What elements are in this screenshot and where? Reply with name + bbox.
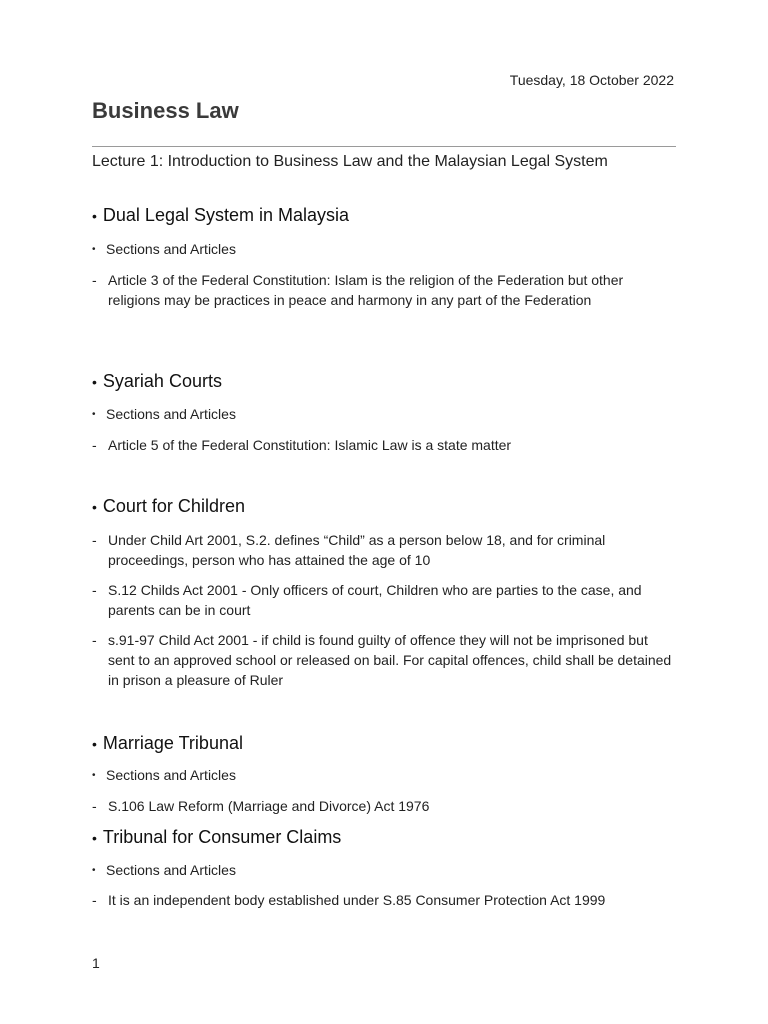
list-item <box>92 580 676 620</box>
subheading-sections-and-articles <box>92 241 236 257</box>
subheading-label: Sections and Articles <box>106 241 236 257</box>
dash-icon: - <box>92 582 97 598</box>
list-item-text: Article 5 of the Federal Constitution: Islamic Law is a state matter <box>108 437 512 453</box>
dash-icon: - <box>92 892 97 908</box>
list-item-text: Article 3 of the Federal Constitution: Islam is the religion of the Federation but other religions may be practices in peace and harmony in any part of the Federation <box>108 272 624 308</box>
list-item-text: s.91-97 Child Act 2001 - if child is found guilty of offence they will not be imprisoned but sent to an approved school or released on bail. For capital offences, child shall be detained in prison a pleasure of Ruler <box>108 632 672 688</box>
list-item <box>92 435 676 455</box>
list-item <box>92 630 676 690</box>
list-item-text: Under Child Art 2001, S.2. defines “Child” as a person below 18, and for criminal proceedings, person who has attained the age of 10 <box>108 532 606 568</box>
list-item <box>92 530 676 570</box>
dash-icon: - <box>92 272 97 288</box>
bullet-icon: • <box>92 373 97 390</box>
bullet-icon: • <box>92 207 97 224</box>
bullet-icon: • <box>92 735 97 752</box>
dash-icon: - <box>92 532 97 548</box>
dash-icon: - <box>92 632 97 648</box>
bullet-icon: • <box>92 408 96 420</box>
list-item <box>92 796 676 816</box>
dash-icon: - <box>92 437 97 453</box>
subheading-sections-and-articles <box>92 862 236 878</box>
subheading-sections-and-articles <box>92 406 236 422</box>
list-item-text: It is an independent body established under S.85 Consumer Protection Act 1999 <box>108 892 606 908</box>
list-item-text: S.106 Law Reform (Marriage and Divorce) Act 1976 <box>108 798 430 814</box>
subheading-label: Sections and Articles <box>106 767 236 783</box>
bullet-icon: • <box>92 864 96 876</box>
document-title: Business Law <box>92 98 239 123</box>
section-heading-tribunal-for-consumer-claims <box>92 827 341 848</box>
section-heading-label: Dual Legal System in Malaysia <box>102 205 350 225</box>
section-heading-marriage-tribunal <box>92 733 243 754</box>
title-divider <box>92 146 676 147</box>
section-heading-label: Syariah Courts <box>102 371 222 391</box>
list-item-text: S.12 Childs Act 2001 - Only officers of court, Children who are parties to the case, and parents can be in court <box>108 582 642 618</box>
bullet-icon: • <box>92 498 97 515</box>
section-heading-dual-legal-system <box>92 205 349 226</box>
document-date: Tuesday, 18 October 2022 <box>509 72 674 88</box>
bullet-icon: • <box>92 769 96 781</box>
list-item <box>92 890 676 910</box>
lecture-title: Lecture 1: Introduction to Business Law and the Malaysian Legal System <box>92 153 608 170</box>
bullet-icon: • <box>92 243 96 255</box>
section-heading-court-for-children <box>92 496 245 517</box>
dash-icon: - <box>92 798 97 814</box>
subheading-sections-and-articles <box>92 767 236 783</box>
subheading-label: Sections and Articles <box>106 862 236 878</box>
bullet-icon: • <box>92 829 97 846</box>
section-heading-label: Tribunal for Consumer Claims <box>102 827 342 847</box>
section-heading-syariah-courts <box>92 371 222 392</box>
section-heading-label: Marriage Tribunal <box>102 733 243 753</box>
subheading-label: Sections and Articles <box>106 406 236 422</box>
list-item <box>92 270 676 310</box>
section-heading-label: Court for Children <box>102 496 245 516</box>
page-number: 1 <box>92 955 100 971</box>
